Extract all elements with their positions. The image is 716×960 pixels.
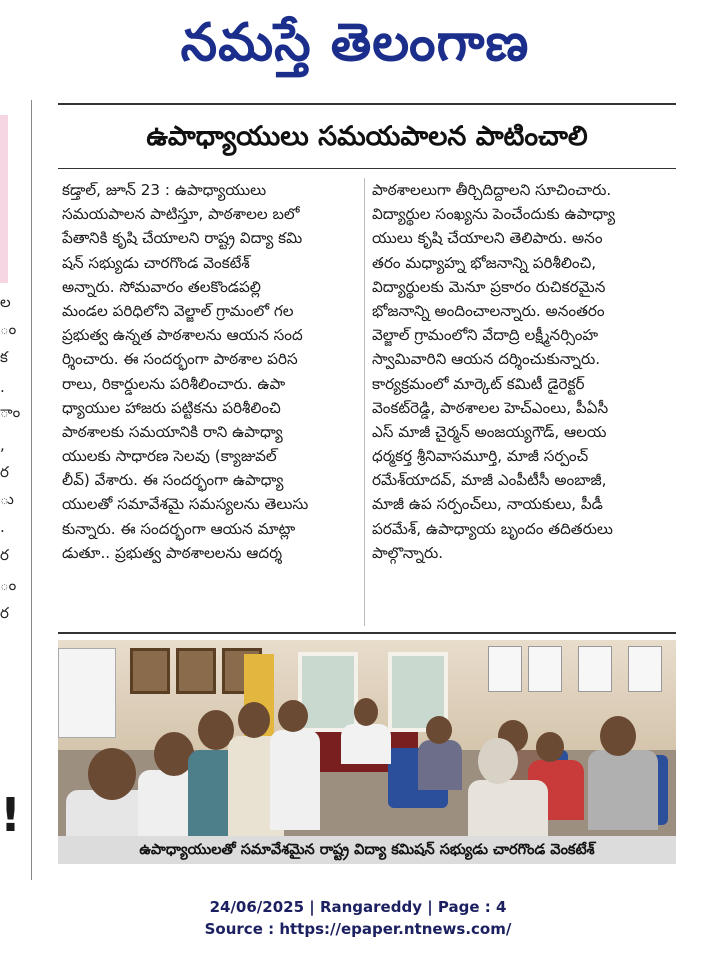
photo-poster bbox=[628, 646, 662, 692]
article-line: ప్రభుత్వ ఉన్నత పాఠశాలను ఆయన సంద bbox=[62, 326, 303, 345]
photo-poster bbox=[488, 646, 522, 692]
margin-text-fragment: ర bbox=[0, 604, 9, 622]
margin-text-fragment: ం bbox=[0, 576, 17, 594]
photo-person-head bbox=[278, 700, 308, 732]
article-line: ధ్యాయుల హాజరు పట్టికను పరిశీలించి bbox=[62, 398, 281, 417]
margin-text-fragment: ు bbox=[0, 490, 14, 508]
photo-person bbox=[270, 730, 320, 830]
footer-source: Source : https://epaper.ntnews.com/ bbox=[204, 920, 512, 938]
photo-person-head bbox=[600, 716, 636, 756]
article-line: పరమేశ్, ఉపాధ్యాయ బృందం తదితరులు bbox=[372, 519, 613, 538]
photo-person-head bbox=[426, 716, 452, 744]
photo-rule bbox=[58, 632, 676, 634]
article-line: యులతో సమావేశమై సమస్యలను తెలుసు bbox=[62, 495, 309, 514]
margin-text-fragment: ాం bbox=[0, 403, 21, 421]
article-line: వెల్జాల్ గ్రామంలోని వేదాద్రి లక్ష్మీనర్సింహ bbox=[372, 326, 599, 345]
margin-text-fragment: ం bbox=[0, 320, 17, 338]
article-column-left bbox=[62, 178, 358, 565]
margin-text-fragment: . bbox=[0, 518, 5, 536]
article-line: విద్యార్థుల సంఖ్యను పెంచేందుకు ఉపాధ్యా bbox=[372, 205, 616, 224]
meeting-photo bbox=[58, 640, 676, 836]
article-line: వెంకట్‌రెడ్డి, పాఠశాలల హెచ్‌ఎంలు, పీఏసీ bbox=[372, 398, 609, 417]
photo-person bbox=[468, 780, 548, 836]
photo-whiteboard bbox=[58, 648, 116, 738]
article-line: కార్యక్రమంలో మార్కెట్ కమిటీ డైరెక్టర్ bbox=[372, 374, 585, 393]
article-line: కున్నారు. ఈ సందర్భంగా ఆయన మాట్లా bbox=[62, 519, 296, 538]
article-line: మండల పరిధిలోని వెల్జాల్ గ్రామంలో గల bbox=[62, 301, 294, 320]
margin-text-fragment: ల bbox=[0, 293, 11, 311]
photo-poster bbox=[528, 646, 562, 692]
article-line: విద్యార్థులకు మెనూ ప్రకారం రుచికరమైన bbox=[372, 277, 606, 296]
footer-date-edition-page: 24/06/2025 | Rangareddy | Page : 4 bbox=[209, 898, 507, 916]
photo-portrait-frame bbox=[176, 648, 216, 694]
article-line: డుతూ.. ప్రభుత్వ పాఠశాలలను ఆదర్శ bbox=[62, 543, 283, 562]
article-line: అన్నారు. సోమవారం తలకొండపల్లి bbox=[62, 277, 261, 296]
photo-person bbox=[588, 750, 658, 830]
photo-person bbox=[341, 724, 391, 764]
article-line: రమేశ్‌యాదవ్, మాజీ ఎంపీటీసీ అంబాజీ, bbox=[372, 471, 607, 490]
photo-person-head bbox=[478, 738, 518, 784]
adjacent-ad-strip bbox=[0, 115, 8, 283]
margin-text-fragment: , bbox=[0, 436, 5, 454]
article-line: కడ్తాల్, జూన్ 23 : ఉపాధ్యాయులు bbox=[62, 181, 267, 199]
column-divider bbox=[364, 178, 365, 626]
article-line: మాజీ ఉప సర్పంచ్‌లు, నాయకులు, పీడీ bbox=[372, 495, 603, 514]
article-line: యులు కృషి చేయాలని తెలిపారు. అనం bbox=[372, 229, 603, 248]
article-line: పాఠశాలలుగా తీర్చిదిద్దాలని సూచించారు. bbox=[372, 181, 612, 199]
photo-person-head bbox=[238, 702, 270, 738]
photo-person-head bbox=[354, 698, 378, 726]
margin-text-fragment: ర bbox=[0, 546, 9, 564]
article-line: షన్ సభ్యుడు చారగొండ వెంకటేశ్ bbox=[62, 253, 250, 272]
article-column-right bbox=[372, 178, 668, 565]
article-line: ఎస్ మాజీ చైర్మన్ అంజయ్యగౌడ్, ఆలయ bbox=[372, 422, 607, 441]
article-line: భోజనాన్ని అందించాలన్నారు. అనంతరం bbox=[372, 301, 605, 320]
headline-rule bbox=[58, 168, 676, 169]
clipped-exclamation-glyph: ! bbox=[0, 788, 21, 842]
article-line: ధర్మకర్త శ్రీనివాసమూర్తి, మాజీ సర్పంచ్ bbox=[372, 447, 589, 466]
article-line: సమయపాలన పాటిస్తూ, పాఠశాలల బలో bbox=[62, 205, 300, 224]
left-margin-clipped-column bbox=[0, 100, 32, 880]
article-line: తరం మధ్యాహ్న భోజనాన్ని పరిశీలించి, bbox=[372, 253, 597, 272]
article-line: పాల్గొన్నారు. bbox=[372, 543, 444, 562]
article-line: పేతానికి కృషి చేయాలని రాష్ట్ర విద్యా కమి bbox=[62, 229, 303, 248]
margin-text-fragment: . bbox=[0, 378, 5, 396]
article-line: యులకు సాధారణ సెలవు (క్యాజువల్ bbox=[62, 447, 277, 466]
photo-poster bbox=[578, 646, 612, 692]
article-line: రాలు, రికార్డులను పరిశీలించారు. ఉపా bbox=[62, 374, 286, 393]
top-rule bbox=[58, 103, 676, 105]
margin-text-fragment: క bbox=[0, 348, 8, 366]
article-line: లీవ్) వేశారు. ఈ సందర్భంగా ఉపాధ్యా bbox=[62, 471, 284, 490]
photo-portrait-frame bbox=[130, 648, 170, 694]
article-line: ర్శించారు. ఈ సందర్భంగా పాఠశాల పరిస bbox=[62, 350, 298, 369]
photo-person-head bbox=[88, 748, 136, 800]
page-footer bbox=[0, 896, 716, 940]
article-headline: ఉపాధ్యాయులు సమయపాలన పాటించాలి bbox=[146, 121, 588, 152]
margin-text-fragment: ర bbox=[0, 463, 9, 481]
article-line: పాఠశాలకు సమయానికి రాని ఉపాధ్యా bbox=[62, 422, 283, 441]
photo-person-head bbox=[536, 732, 564, 762]
photo-person bbox=[418, 740, 462, 790]
article-line: స్వామివారిని ఆయన దర్శించుకున్నారు. bbox=[372, 350, 601, 369]
newspaper-masthead: నమస్తే తెలంగాణ bbox=[180, 13, 530, 73]
photo-caption: ఉపాధ్యాయులతో సమావేశమైన రాష్ట్ర విద్యా కమిషన్ సభ్యుడు చారగొండ వెంకటేశ్ bbox=[58, 836, 676, 864]
